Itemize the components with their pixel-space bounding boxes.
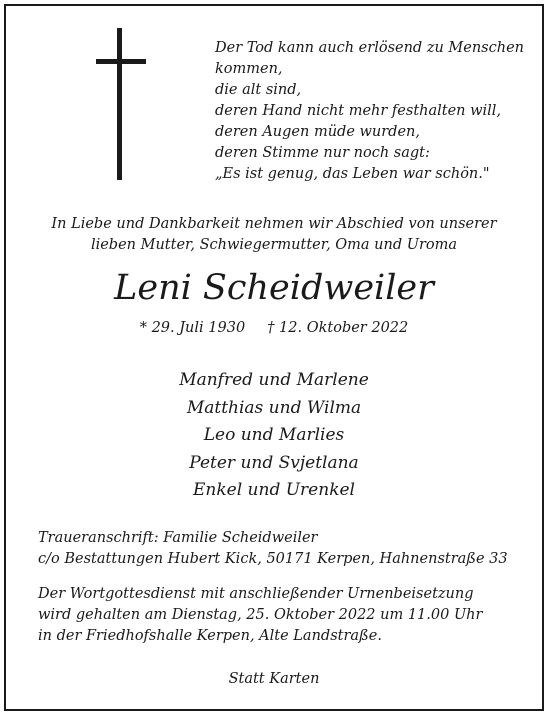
poem-line: deren Hand nicht mehr festhalten will, xyxy=(215,103,502,119)
poem-line: „Es ist genug, das Leben war schön." xyxy=(215,166,490,182)
closing-note: Statt Karten xyxy=(228,671,320,687)
mourner-entry: Leo und Marlies xyxy=(203,425,345,445)
poem xyxy=(215,38,535,185)
poem-line: Der Tod kann auch erlösend zu Menschen xyxy=(215,40,524,56)
farewell-intro xyxy=(10,214,538,256)
mourner-entry: Enkel und Urenkel xyxy=(192,480,355,500)
mourner-entry: Peter und Svjetlana xyxy=(189,452,359,473)
intro-line: In Liebe und Dankbarkeit nehmen wir Abschied von unserer xyxy=(51,216,497,232)
service-line: in der Friedhofshalle Kerpen, Alte Landstraße. xyxy=(38,628,382,644)
poem-line: kommen, xyxy=(215,61,283,77)
deceased-name: Leni Scheidweiler xyxy=(114,268,434,308)
service-line: Der Wortgottesdienst mit anschließender Urnenbeisetzung xyxy=(38,586,474,602)
intro-line: lieben Mutter, Schwiegermutter, Oma und Uroma xyxy=(90,237,458,253)
mourner-entry: Manfred und Marlene xyxy=(179,370,369,390)
mourners-list xyxy=(10,367,538,505)
poem-line: die alt sind, xyxy=(215,82,302,98)
birth-date: * 29. Juli 1930 xyxy=(139,320,246,336)
mourner-entry: Matthias und Wilma xyxy=(186,397,362,418)
address-line: Traueranschrift: Familie Scheidweiler xyxy=(38,530,318,546)
cross-icon xyxy=(96,28,146,180)
poem-line: deren Augen müde wurden, xyxy=(215,124,420,140)
address-line: c/o Bestattungen Hubert Kick, 50171 Kerpen, Hahnenstraße 33 xyxy=(38,551,508,567)
poem-line: deren Stimme nur noch sagt: xyxy=(215,145,430,161)
life-dates xyxy=(10,318,538,339)
service-line: wird gehalten am Dienstag, 25. Oktober 2022 um 11.00 Uhr xyxy=(38,607,483,623)
mourning-address xyxy=(38,528,538,570)
service-details xyxy=(38,584,538,647)
death-date: † 12. Oktober 2022 xyxy=(267,320,409,336)
